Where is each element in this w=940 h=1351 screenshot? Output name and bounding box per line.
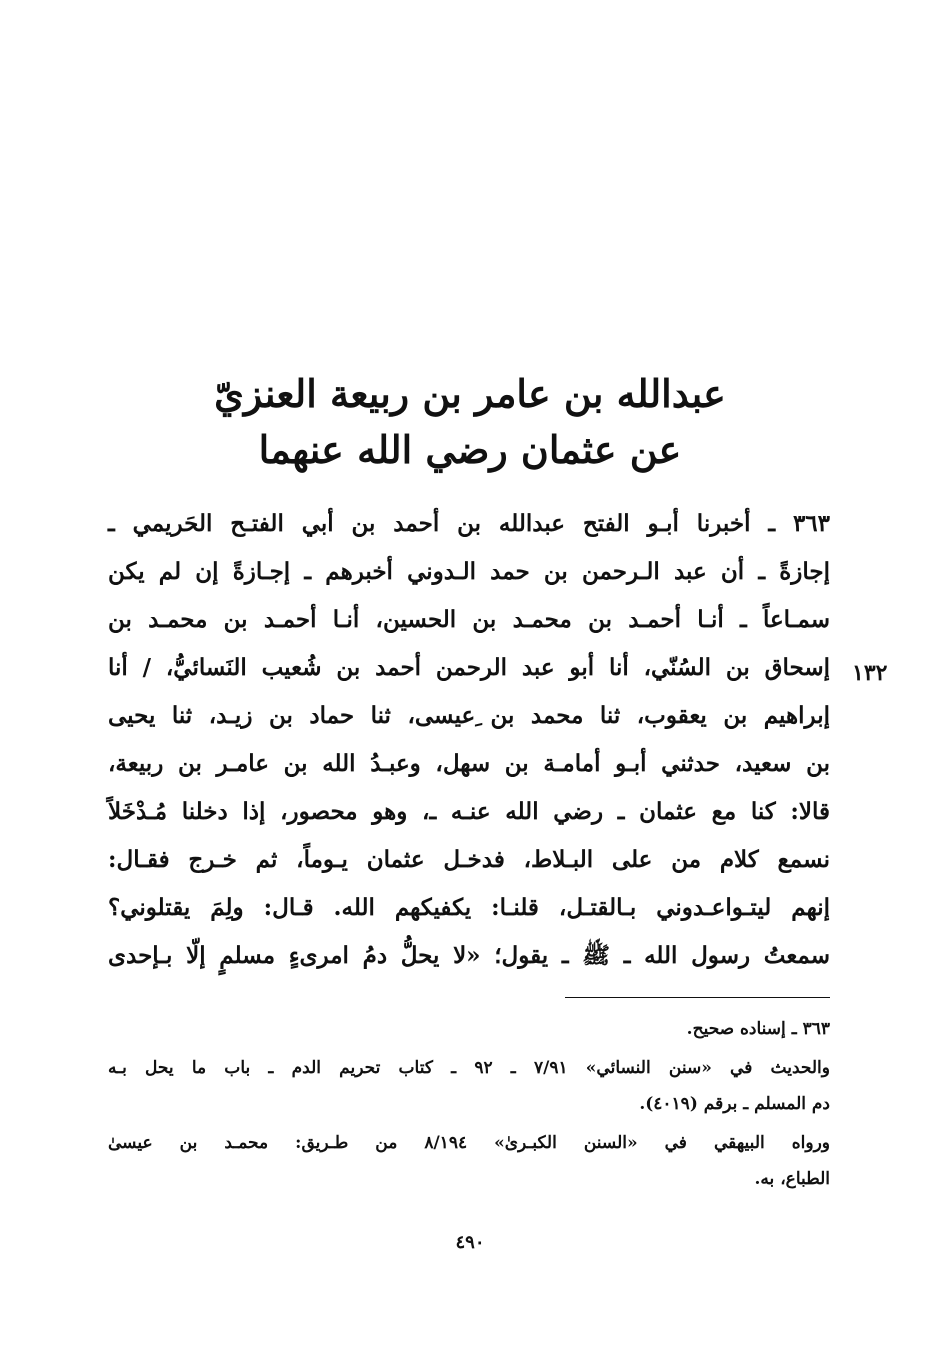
body-text-line: سمعتُ رسول الله ـ ﷺ ـ يقول؛ «لا يحلُّ دمُ امرىءٍ مسلمٍ إلّا بـإحدى bbox=[108, 942, 830, 969]
body-text-line: إبراهيم بن يعقوب، ثنا محمد بن ِعيسى، ثنا حماد بن زيـد، ثنا يحيى bbox=[108, 702, 830, 729]
page-number: ٤٩٠ bbox=[455, 1232, 485, 1253]
body-text-line: سمـاعاً ـ أنـا أحمـد بن محمـد بن الحسين، أنـا أحمـد بن محمـد بن bbox=[108, 606, 830, 633]
body-text-line: إجازةً ـ أن عبد الـرحمن بن حمد الـدوني أخبرهم ـ إجـازةً إن لم يكن bbox=[108, 558, 830, 585]
body-text-line: نسمع كلام من على البـلاط، فدخـل عثمان يـوماً، ثم خـرج فقـال: bbox=[108, 846, 830, 873]
body-text-line: ٣٦٣ ـ أخبرنا أبـو الفتح عبدالله بن أحمد بن أبي الفتـح الحَريمي ـ bbox=[108, 510, 830, 537]
chapter-title-line-2: عن عثمان رضي الله عنهما bbox=[258, 427, 682, 472]
footnote-line: والحديث في «سنن النسائي» ٧/٩١ ـ ٩٢ ـ كتاب تحريم الدم ـ باب ما يحل بـه bbox=[108, 1058, 830, 1078]
footnote-line: دم المسلم ـ برقم (٤٠١٩). bbox=[639, 1094, 830, 1114]
body-text-line: قالا: كنا مع عثمان ـ رضي الله عنـه ـ، وهو محصور، إذا دخلنا مُـدْخَلاً bbox=[108, 798, 830, 825]
body-text-line: إنهم ليتـواعـدوني بـالقتـل، قلنـا: يكفيكهم الله. قـال: ولِمَ يقتلوني؟ bbox=[108, 894, 830, 921]
body-text-line: بن سعيد، حدثني أبـو أمامـة بن سهل، وعبـدُ الله بن عامـر بن ربيعة، bbox=[108, 750, 830, 777]
footnote-line: الطباع، به. bbox=[754, 1169, 830, 1189]
margin-page-reference: ١٣٢ bbox=[852, 660, 888, 686]
footnote-separator bbox=[565, 997, 830, 998]
chapter-title-line-1: عبدالله بن عامر بن ربيعة العنزيّ bbox=[214, 371, 726, 416]
footnote-line: ورواه البيهقي في «السنن الكبـرىٰ» ٨/١٩٤ من طـريق: محمـد بن عيسىٰ bbox=[108, 1133, 830, 1153]
footnote-line: ٣٦٣ ـ إسناده صحيح. bbox=[686, 1019, 830, 1039]
body-text-line: إسحاق بن السُنّي، أنا أبو عبد الرحمن أحمد بن شُعيب النَسائيُّ، / أنا bbox=[108, 654, 830, 681]
